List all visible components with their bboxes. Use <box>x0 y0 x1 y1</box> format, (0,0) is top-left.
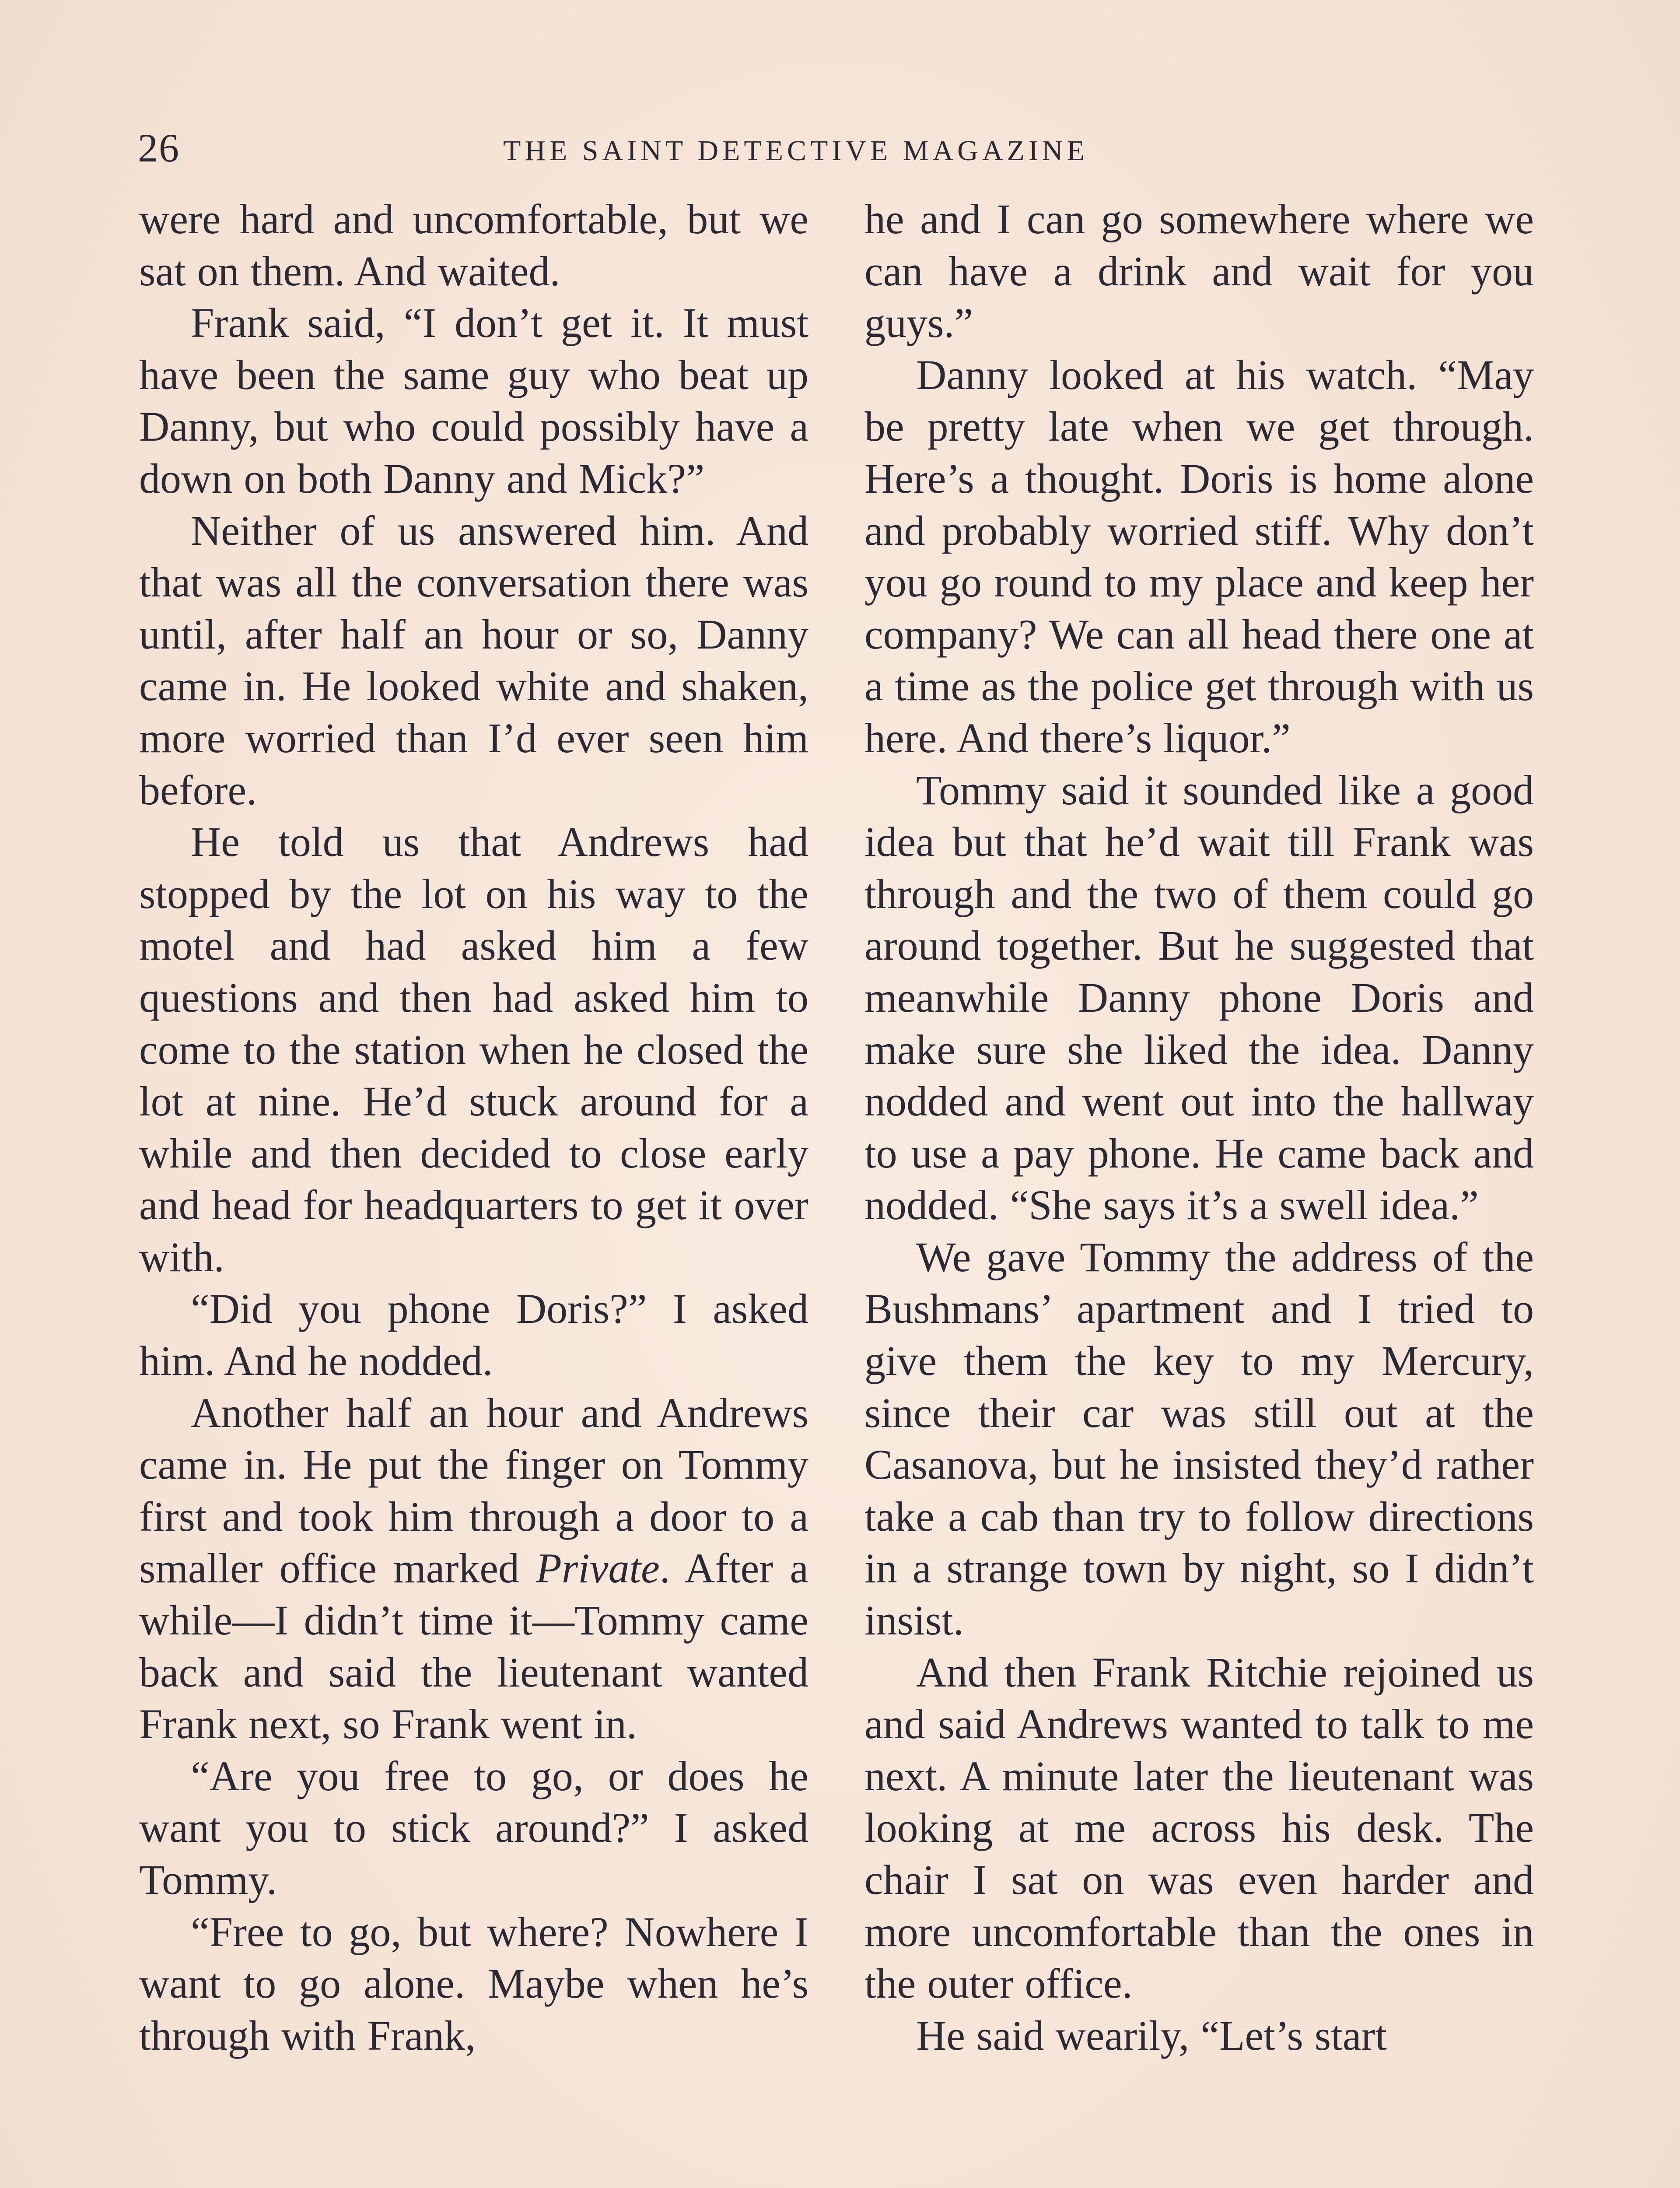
paragraph: “Did you phone Doris?” I asked him. And he nodded. <box>139 1285 808 1385</box>
paragraph <box>139 1387 808 1750</box>
paragraph: Frank said, “I don’t get it. It must have been the same guy who beat up Danny, but who could possibly have a down on both Danny and Mick?” <box>139 299 808 502</box>
paragraph: And then Frank Ritchie rejoined us and said Andrews wanted to talk to me next. A minute later the lieutenant was looking at me across his desk. The chair I sat on was even harder and more uncomfortable than the ones in the outer office. <box>864 1648 1534 2007</box>
paragraph: Danny looked at his watch. “May be pretty late when we get through. Here’s a thought. Doris is home alone and probably worried stiff. Why don’t you go round to my place and keep her company? We can all head there one at a time as the police get through with us here. And there’s liquor.” <box>864 351 1534 761</box>
page-number: 26 <box>138 126 180 170</box>
paragraph: “Are you free to go, or does he want you to stick around?” I asked Tommy. <box>139 1752 808 1903</box>
paragraph: Neither of us answered him. And that was all the conversation there was until, after half an hour or so, Danny came in. He looked white and shaken, more worried than I’d ever seen him before. <box>139 507 808 813</box>
left-column <box>139 193 808 2062</box>
right-column <box>864 193 1534 2062</box>
page-header <box>138 125 1538 182</box>
italic-word: Private <box>536 1545 660 1592</box>
paragraph: were hard and uncomfortable, but we sat on them. And waited. <box>139 196 808 295</box>
paragraph: Tommy said it sounded like a good idea but that he’d wait till Frank was through and the two of them could go around together. But he suggested that meanwhile Danny phone Doris and make sure she liked the idea. Danny nodded and went out into the hallway to use a pay phone. He came back and nodded. “She says it’s a swell idea.” <box>864 766 1534 1229</box>
paragraph-text: . After a while—I didn’t time it—Tommy came back and said the lieutenant wanted Frank next, so Frank went in. <box>139 1545 809 1748</box>
paragraph: He said wearily, “Let’s start <box>916 2012 1387 2059</box>
paragraph: “Free to go, but where? Nowhere I want to go alone. Maybe when he’s through with Frank, <box>139 1908 808 2059</box>
running-head: THE SAINT DETECTIVE MAGAZINE <box>503 135 1088 167</box>
paragraph: We gave Tommy the address of the Bushmans’ apartment and I tried to give them the key to my Mercury, since their car was still out at the Casanova, but he insisted they’d rather take a cab than try to follow directions in a strange town by night, so I didn’t insist. <box>864 1233 1534 1644</box>
paragraph: He told us that Andrews had stopped by the lot on his way to the motel and had asked him a few questions and then had asked him to come to the station when he closed the lot at nine. He’d stuck around for a while and then decided to close early and head for headquarters to get it over with. <box>139 818 808 1280</box>
paragraph: he and I can go somewhere where we can have a drink and wait for you guys.” <box>864 196 1534 347</box>
paragraph-text: Another half an hour and Andrews came in. He put the finger on Tommy first and took him through a door to a smaller office marked <box>139 1389 808 1592</box>
